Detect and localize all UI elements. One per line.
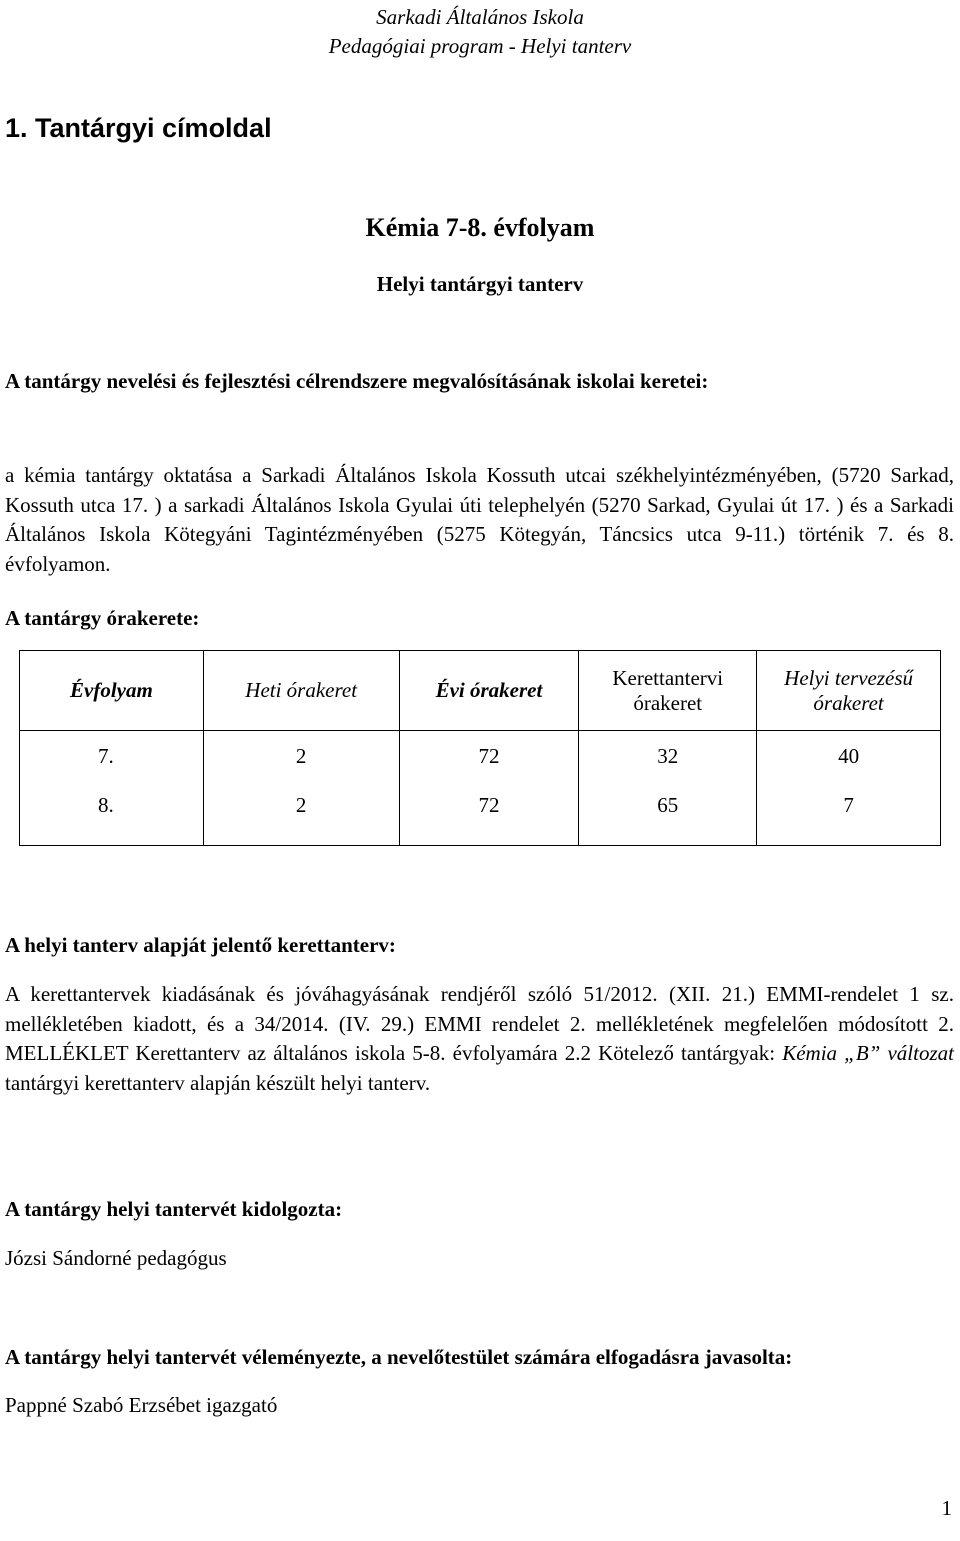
author-heading: A tantárgy helyi tantervét kidolgozta:: [5, 1197, 343, 1221]
header-framework-hours: Kerettantervi órakeret: [579, 651, 757, 731]
header-program-name: Pedagógiai program - Helyi tanterv: [328, 34, 632, 58]
curriculum-paragraph: [5, 980, 954, 1098]
header-yearly-hours: Évi órakeret: [399, 651, 579, 731]
cell-yearly: 72: [399, 783, 579, 846]
framework-paragraph: a kémia tantárgy oktatása a Sarkadi Általános Iskola Kossuth utcai székhelyintézményében, (5720 Sarkad, Kossuth utca 17. ) a sarkadi Általános Iskola Gyulai úti telephelyén (5270 Sarkad, Gyulai út 17. ) és a Sarkadi Általános Iskola Kötegyáni Tagintézményében (5275 Kötegyán, Táncsics utca 9-11.) történik 7. és 8. évfolyamon.: [5, 463, 954, 576]
table-row: [20, 731, 941, 783]
curriculum-text-start: A kerettantervek kiadásának és jóváhagyásának rendjéről szóló 51/2012. (XII. 21.) EMMI-rendelet 1 sz. mellékletében kiadott, és a 34/2014. (IV. 29.) EMMI rendelet 2. mellékletének megfelelően módosított 2. MELLÉKLET Kerettanterv az általános iskola 5-8. évfolyamára 2.2 Kötelező tantárgyak:: [5, 982, 954, 1065]
hours-heading: A tantárgy órakerete:: [5, 606, 200, 630]
page-number: 1: [941, 1496, 952, 1520]
curriculum-text-end: tantárgyi kerettanterv alapján készült helyi tanterv.: [5, 1070, 431, 1095]
header-school-name: Sarkadi Általános Iskola: [376, 5, 584, 29]
reviewer-name: Pappné Szabó Erzsébet igazgató: [5, 1393, 278, 1417]
cell-weekly: 2: [203, 731, 399, 783]
table-row: [20, 783, 941, 846]
curriculum-heading: A helyi tanterv alapját jelentő kerettanterv:: [5, 933, 396, 957]
header-weekly-hours: Heti órakeret: [203, 651, 399, 731]
subject-title: Kémia 7-8. évfolyam: [365, 213, 595, 242]
cell-framework: 65: [579, 783, 757, 846]
cell-grade: 7.: [20, 731, 204, 783]
cell-weekly: 2: [203, 783, 399, 846]
framework-heading: A tantárgy nevelési és fejlesztési célrendszere megvalósításának iskolai keretei:: [5, 369, 709, 393]
cell-local: 40: [757, 731, 941, 783]
hours-table: [19, 650, 941, 846]
subject-subtitle: Helyi tantárgyi tanterv: [376, 272, 584, 296]
author-name: Józsi Sándorné pedagógus: [5, 1246, 227, 1270]
cell-grade: 8.: [20, 783, 204, 846]
header-local-hours: Helyi tervezésű órakeret: [757, 651, 941, 731]
reviewer-heading: A tantárgy helyi tantervét véleményezte, a nevelőtestület számára elfogadásra javasolta:: [5, 1345, 793, 1369]
hours-table-header-row: [20, 651, 941, 731]
section-heading: 1. Tantárgyi címoldal: [5, 113, 272, 143]
curriculum-subject-variant: Kémia „B” változat: [782, 1041, 954, 1065]
cell-local: 7: [757, 783, 941, 846]
header-grade: Évfolyam: [20, 651, 204, 731]
cell-framework: 32: [579, 731, 757, 783]
cell-yearly: 72: [399, 731, 579, 783]
